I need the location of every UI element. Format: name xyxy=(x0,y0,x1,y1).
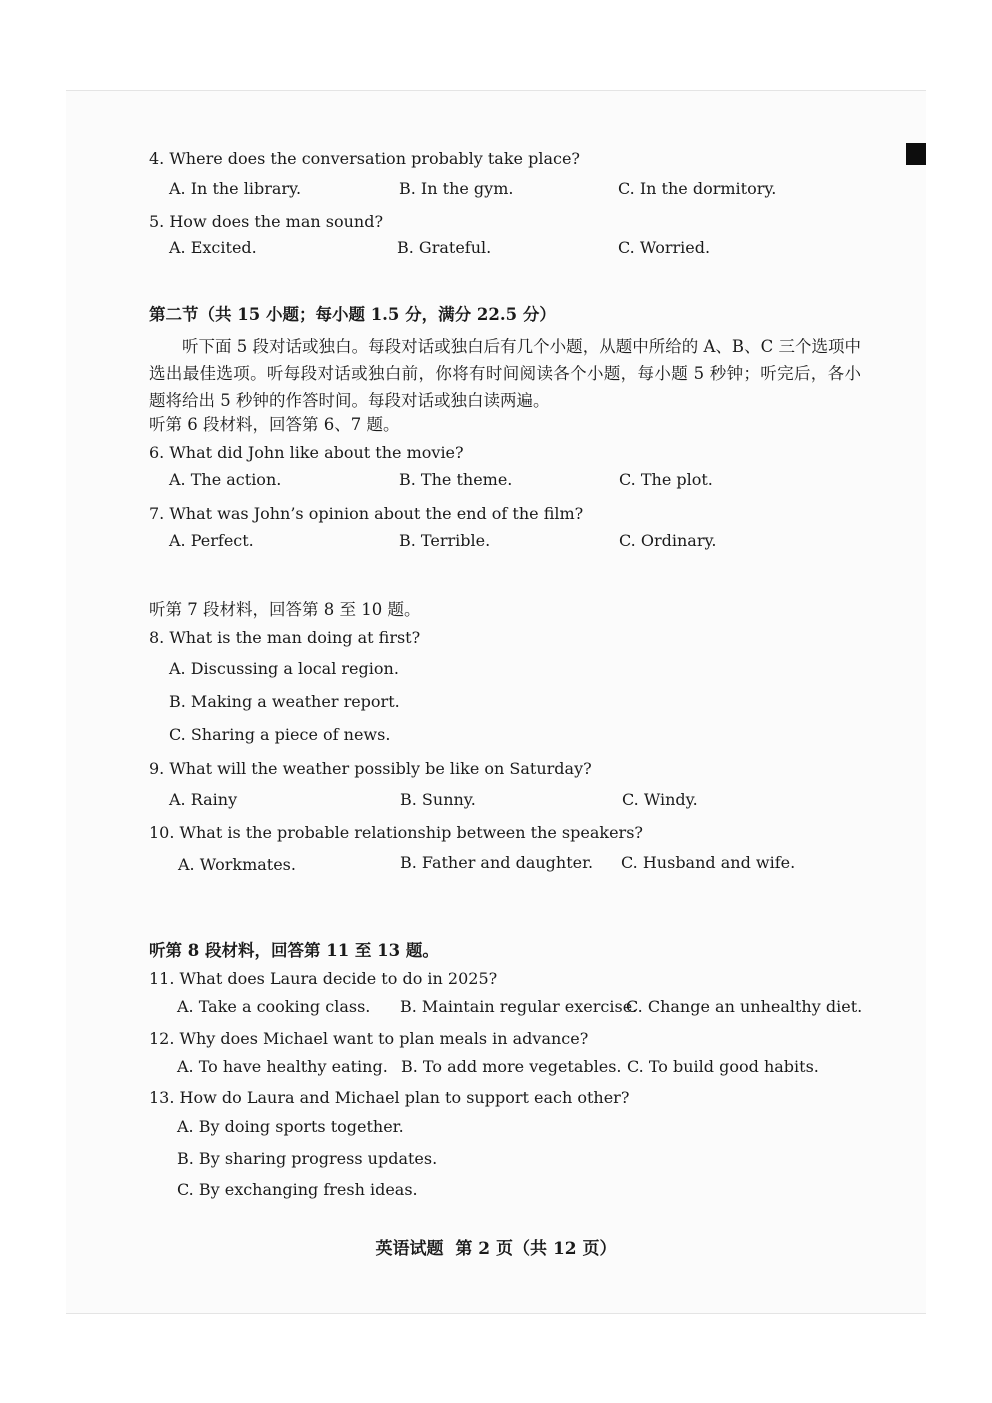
question-8-option-b: B. Making a weather report. xyxy=(169,692,400,711)
question-12-option-a: A. To have healthy eating. xyxy=(177,1057,388,1076)
section-heading: 第二节（共 15 小题；每小题 1.5 分，满分 22.5 分） xyxy=(149,305,556,324)
question-5-option-b: B. Grateful. xyxy=(397,238,492,257)
question-5-option-a: A. Excited. xyxy=(169,238,257,257)
registration-mark xyxy=(906,143,926,165)
question-9-option-c: C. Windy. xyxy=(622,790,698,809)
footer-subject: 英语试题 xyxy=(375,1239,444,1259)
question-6-option-a: A. The action. xyxy=(169,470,282,489)
footer-page-number: 第 2 页（共 12 页） xyxy=(455,1239,617,1259)
material-7-header: 听第 7 段材料，回答第 8 至 10 题。 xyxy=(149,600,421,619)
question-5-stem: 5. How does the man sound? xyxy=(149,212,384,231)
question-4-option-b: B. In the gym. xyxy=(399,179,514,198)
question-5-option-c: C. Worried. xyxy=(618,238,711,257)
question-13-option-b: B. By sharing progress updates. xyxy=(177,1149,438,1168)
question-12-option-b: B. To add more vegetables. xyxy=(401,1057,622,1076)
question-12-option-c: C. To build good habits. xyxy=(627,1057,819,1076)
question-10-option-a: A. Workmates. xyxy=(178,855,296,874)
question-13-stem: 13. How do Laura and Michael plan to support each other? xyxy=(149,1088,630,1107)
question-8-option-c: C. Sharing a piece of news. xyxy=(169,725,391,744)
question-10-stem: 10. What is the probable relationship between the speakers? xyxy=(149,823,643,842)
question-7-option-c: C. Ordinary. xyxy=(619,531,717,550)
question-8-stem: 8. What is the man doing at first? xyxy=(149,628,421,647)
question-10-option-c: C. Husband and wife. xyxy=(621,853,796,872)
question-11-option-c: C. Change an unhealthy diet. xyxy=(626,997,863,1016)
question-7-option-b: B. Terrible. xyxy=(399,531,491,550)
question-7-stem: 7. What was John’s opinion about the end of the film? xyxy=(149,504,584,523)
question-4-option-c: C. In the dormitory. xyxy=(618,179,777,198)
question-13-option-a: A. By doing sports together. xyxy=(177,1117,404,1136)
question-4-option-a: A. In the library. xyxy=(169,179,302,198)
question-8-option-a: A. Discussing a local region. xyxy=(169,659,399,678)
question-12-stem: 12. Why does Michael want to plan meals in advance? xyxy=(149,1029,589,1048)
question-9-stem: 9. What will the weather possibly be like on Saturday? xyxy=(149,759,592,778)
page-footer xyxy=(0,1234,992,1259)
material-8-header: 听第 8 段材料，回答第 11 至 13 题。 xyxy=(149,941,439,960)
question-4-stem: 4. Where does the conversation probably take place? xyxy=(149,149,580,168)
material-6-header: 听第 6 段材料，回答第 6、7 题。 xyxy=(149,415,400,434)
question-9-option-a: A. Rainy xyxy=(169,790,238,809)
question-7-option-a: A. Perfect. xyxy=(169,531,254,550)
question-11-stem: 11. What does Laura decide to do in 2025? xyxy=(149,969,498,988)
question-11-option-b: B. Maintain regular exercise. xyxy=(400,997,638,1016)
question-11-option-a: A. Take a cooking class. xyxy=(177,997,371,1016)
question-6-option-b: B. The theme. xyxy=(399,470,513,489)
question-13-option-c: C. By exchanging fresh ideas. xyxy=(177,1180,418,1199)
section-instructions: 听下面 5 段对话或独白。每段对话或独白后有几个小题，从题中所给的 A、B、C 三个选项中选出最佳选项。听每段对话或独白前，你将有时间阅读各个小题，每小题 5 秒钟；听完后，各小题将给出 5 秒钟的作答时间。每段对话或独白读两遍。 xyxy=(149,337,861,410)
question-6-option-c: C. The plot. xyxy=(619,470,713,489)
question-10-option-b: B. Father and daughter. xyxy=(400,853,594,872)
question-9-option-b: B. Sunny. xyxy=(400,790,476,809)
question-6-stem: 6. What did John like about the movie? xyxy=(149,443,464,462)
